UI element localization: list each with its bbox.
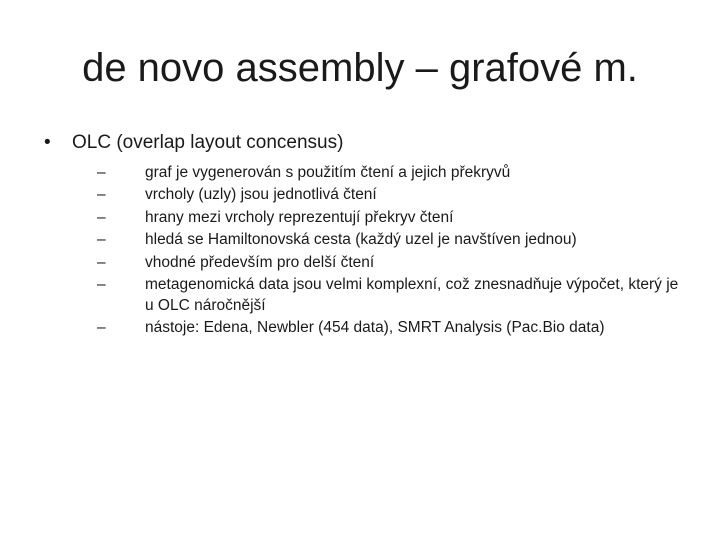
- sub-bullet-text: graf je vygenerován s použitím čtení a jejich překryvů: [145, 164, 511, 181]
- sub-bullet-text: vrcholy (uzly) jsou jednotlivá čtení: [145, 186, 377, 204]
- sub-bullet-text: hrany mezi vrcholy reprezentují překryv čtení: [145, 208, 454, 226]
- sub-bullet-item: [97, 184, 684, 205]
- bullet-olc: [44, 130, 684, 156]
- sub-bullet-item: [97, 317, 684, 338]
- sub-bullet-text: nástoje: Edena, Newbler (454 data), SMRT Analysis (Pac.Bio data): [145, 319, 605, 337]
- sub-bullet-list: [44, 162, 684, 338]
- slide-content: [44, 130, 684, 340]
- dash-marker: –: [97, 186, 106, 204]
- sub-bullet-item: [97, 274, 684, 316]
- dash-marker: –: [97, 231, 106, 249]
- sub-bullet-text: hledá se Hamiltonovská cesta (každý uzel je navštíven jednou): [145, 231, 577, 249]
- bullet-marker: •: [44, 132, 51, 153]
- sub-bullet-text: vhodné především pro delší čtení: [145, 253, 375, 271]
- bullet-text: OLC (overlap layout concensus): [72, 132, 344, 153]
- dash-marker: –: [97, 208, 106, 226]
- dash-marker: –: [97, 253, 106, 271]
- sub-bullet-item: [97, 229, 684, 250]
- sub-bullet-item: [97, 252, 684, 273]
- dash-marker: –: [97, 319, 106, 337]
- sub-bullet-item: [97, 162, 684, 183]
- dash-marker: –: [97, 164, 106, 181]
- sub-bullet-item: [97, 207, 684, 228]
- sub-bullet-text: metagenomická data jsou velmi komplexní, což znesnadňuje výpočet, který je u OLC náročnější: [145, 275, 679, 314]
- dash-marker: –: [97, 275, 106, 293]
- slide-title: de novo assembly – grafové m.: [82, 46, 638, 90]
